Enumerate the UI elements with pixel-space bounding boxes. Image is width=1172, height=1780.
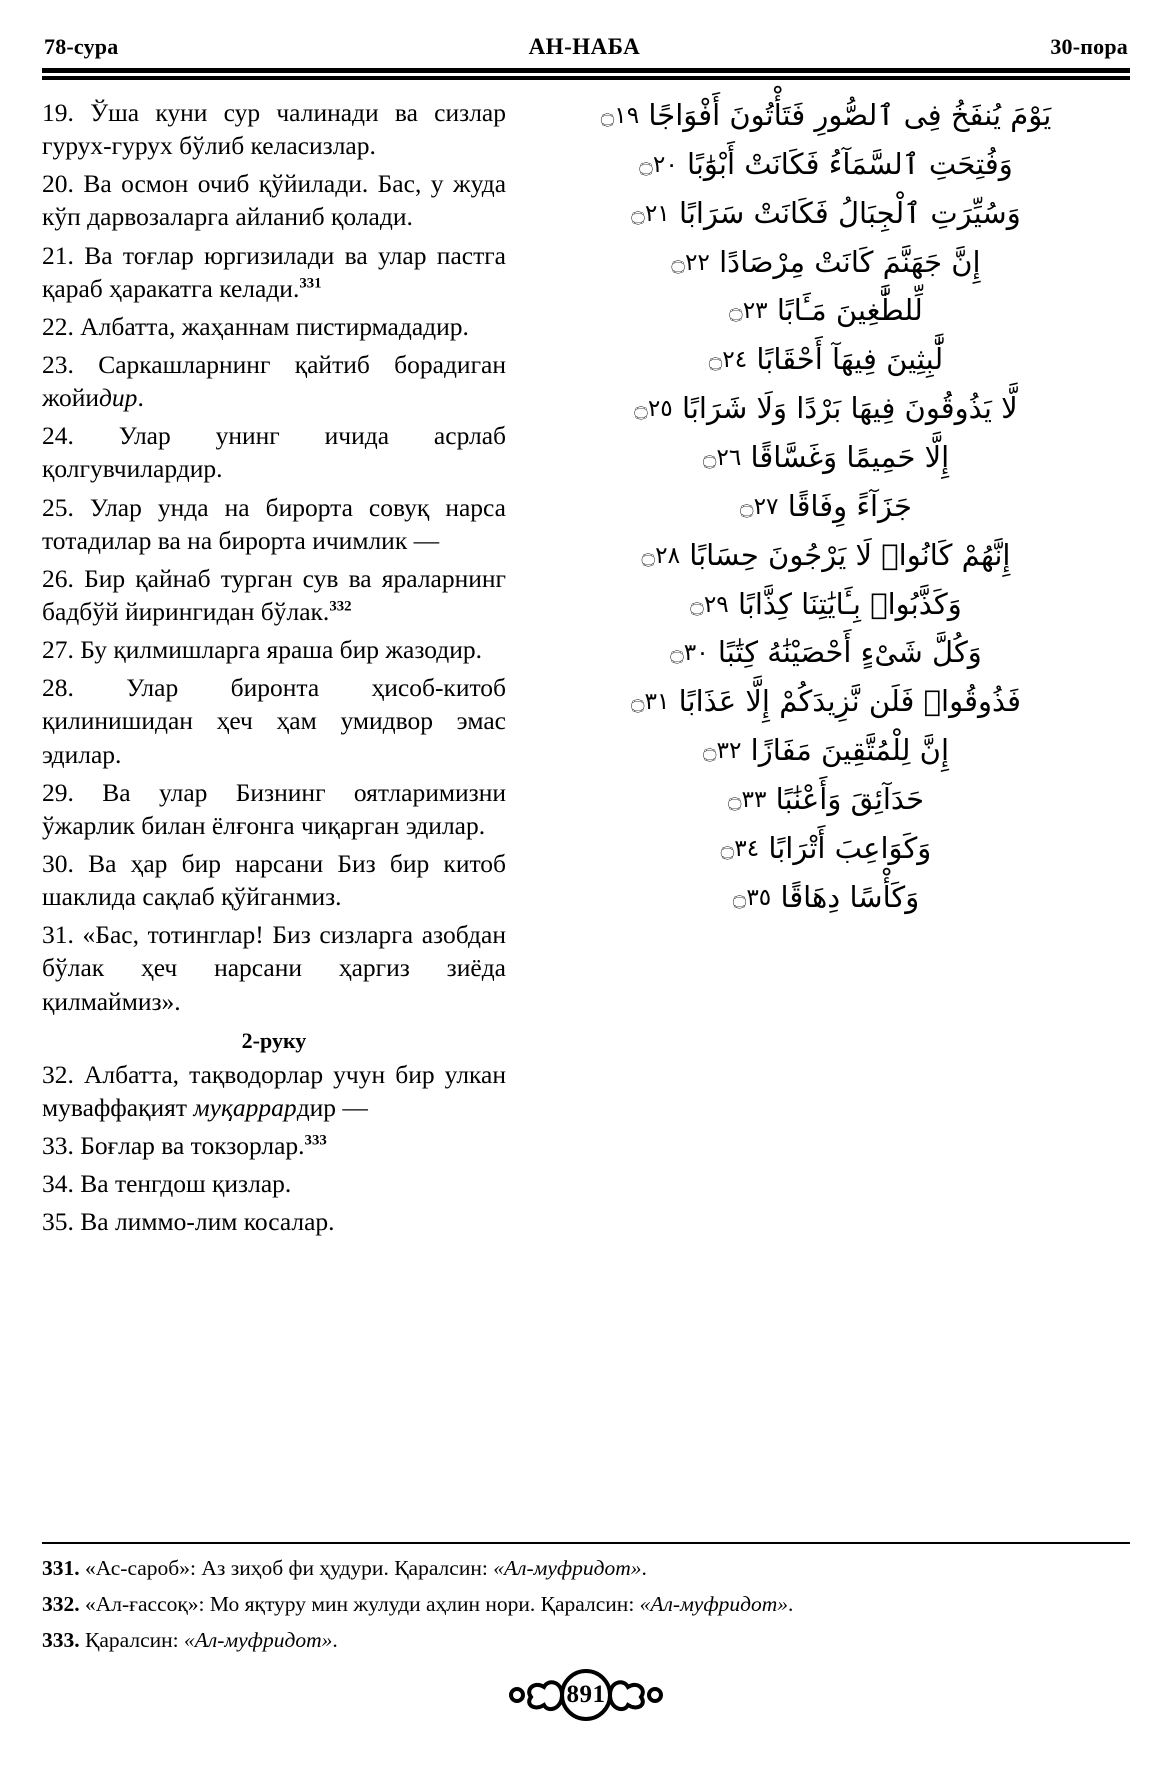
footnote-list: [42, 1553, 1130, 1655]
running-head: [42, 0, 1130, 64]
verse: [42, 1058, 506, 1124]
ayah-number-medallion: ۝٢٧: [740, 492, 779, 520]
ayah: [522, 389, 1130, 428]
verse-text: Ва ҳар бир нарсани Биз бир китоб шаклида сақлаб қўйганмиз.: [42, 848, 506, 912]
footnote-text: Қаралсин:: [85, 1628, 184, 1653]
verse: [42, 1167, 506, 1200]
verse: [42, 491, 506, 557]
verse: [42, 96, 506, 162]
ayah-number-medallion: ۝٣٤: [720, 834, 760, 862]
footnote-text: «Ал-ғассоқ»: Мо яқтуру мин жулуди аҳлин нори. Қаралсин:: [85, 1592, 640, 1617]
verse: [42, 776, 506, 842]
verse-emphasis: дир: [99, 383, 138, 413]
ayah-text: لَّا يَذُوقُونَ فِيهَا بَرْدًا وَلَا شَرَابًا ۝٢٥: [634, 391, 1018, 426]
ayah: [522, 780, 1130, 819]
ayah-text: حَدَآئِقَ وَأَعْنَٰبًا ۝٣٣: [727, 782, 925, 817]
verse-text: Ва тоғлар юргизилади ва улар пастга қараб ҳаракатга келади.: [42, 240, 506, 303]
ayah: [522, 243, 1130, 282]
ayah-text: فَذُوقُوا۟ فَلَن نَّزِيدَكُمْ إِلَّا عَذَابًا ۝٣١: [630, 684, 1022, 719]
ayah: [522, 633, 1130, 672]
ayah-text: لِّلطَّٰغِينَ مَـَٔابًا ۝٢٣: [729, 293, 923, 328]
footnote-source: «Ал-муфридот»: [493, 1556, 642, 1580]
ayah: [522, 731, 1130, 770]
footnote: [42, 1589, 1130, 1619]
ayah: [522, 438, 1130, 477]
folio-ornament: [491, 1667, 681, 1723]
ayah: [522, 96, 1130, 135]
ayah-number-medallion: ۝٢٠: [639, 150, 678, 178]
ayah-text: وَسُيِّرَتِ ٱلْجِبَالُ فَكَانَتْ سَرَابًا ۝٢١: [631, 195, 1021, 230]
ayah: [522, 145, 1130, 184]
verse-number: 32.: [42, 1059, 84, 1089]
verse-number: 30.: [42, 848, 89, 878]
footnote-source: «Ал-муфридот»: [184, 1628, 333, 1653]
ayah-text: إِلَّا حَمِيمًا وَغَسَّاقًا ۝٢٦: [702, 440, 950, 475]
verse: [42, 847, 506, 913]
verse: [42, 562, 506, 628]
ayah-number-medallion: ۝٢٨: [641, 541, 681, 569]
folio: [0, 1667, 1172, 1728]
verse-number: 27.: [42, 635, 81, 665]
ayah-text: وَكَأْسًا دِهَاقًا ۝٣٥: [732, 879, 920, 914]
ayah: [522, 682, 1130, 721]
ayah: [522, 291, 1130, 330]
verse-number: 23.: [42, 349, 99, 379]
ayah: [522, 536, 1130, 575]
verse-number: 19.: [42, 98, 91, 127]
ayah-number-medallion: ۝٢٦: [702, 444, 742, 472]
verse: [42, 1129, 506, 1162]
verse-text: Боғлар ва токзорлар.: [80, 1130, 305, 1160]
verse-text: Албатта, жаҳаннам пистирмададир.: [80, 311, 469, 341]
footnote-marker[interactable]: 333: [304, 1132, 327, 1149]
ayah-number-medallion: ۝٣٢: [702, 737, 742, 765]
running-head-juz: 30-пора: [1050, 34, 1128, 59]
ayah-number-medallion: ۝٢٤: [708, 346, 748, 374]
footnote-text-tail: .: [641, 1556, 647, 1580]
footnote-text-tail: .: [788, 1592, 794, 1617]
verse: [42, 348, 506, 414]
verse-text-tail: .: [137, 383, 144, 413]
verse-text: Бу қилмишларга яраша бир жазодир.: [80, 635, 482, 665]
footnote-number: 332.: [42, 1592, 85, 1617]
verse-text: Улар унда на бирорта совуқ нарса тотадилар ва на бирорта ичимлик —: [42, 492, 506, 555]
verse-number: 31.: [42, 920, 83, 950]
verse: [42, 167, 506, 233]
ayah-number-medallion: ۝٣١: [630, 688, 670, 716]
verse: [42, 918, 506, 1017]
footnote-marker[interactable]: 331: [299, 275, 322, 292]
verse-number: 25.: [42, 492, 90, 522]
verse: [42, 1205, 506, 1238]
page-body: [42, 96, 1130, 1536]
verse-text: Ва тенгдош қизлар.: [80, 1169, 292, 1199]
footnote-divider: [42, 1542, 1130, 1544]
ayah-text: لَّٰبِثِينَ فِيهَآ أَحْقَابًا ۝٢٤: [708, 342, 944, 377]
verse-text: Ва осмон очиб қўйилади. Бас, у жуда кўп дарвозаларга айланиб қолади.: [42, 169, 507, 232]
footnote: [42, 1553, 1130, 1583]
verse-text: Саркашларнинг қайтиб борадиган жойи: [42, 349, 506, 413]
verse: [42, 239, 506, 305]
verse-text: Ўша куни сур чалинади ва сизлар гурух-гурух бўлиб келасизлар.: [42, 98, 506, 161]
ayah: [522, 829, 1130, 868]
ayah-text: وَفُتِحَتِ ٱلسَّمَآءُ فَكَانَتْ أَبْوَٰبًا ۝٢٠: [639, 146, 1013, 181]
verse: [42, 633, 506, 666]
ayah-text: إِنَّ لِلْمُتَّقِينَ مَفَازًا ۝٣٢: [702, 733, 950, 768]
verse-text: Улар унинг ичида асрлаб қолгувчилардир.: [42, 421, 506, 484]
ayah-text: وَكَوَاعِبَ أَتْرَابًا ۝٣٤: [720, 830, 932, 865]
ayah-text: إِنَّ جَهَنَّمَ كَانَتْ مِرْصَادًا ۝٢٢: [671, 244, 981, 279]
footnote-number: 331.: [42, 1556, 85, 1580]
ayah-text: يَوْمَ يُنفَخُ فِى ٱلصُّورِ فَتَأْتُونَ أَفْوَاجًا ۝١٩: [600, 98, 1052, 132]
ayah-text: وَكَذَّبُوا۟ بِـَٔايَٰتِنَا كِذَّابًا ۝٢٩: [690, 586, 962, 621]
ayah-number-medallion: ۝١٩: [600, 102, 640, 129]
verse-emphasis: муқаррар: [193, 1092, 297, 1122]
verse-number: 20.: [42, 169, 84, 199]
verse-number: 28.: [42, 673, 127, 703]
ayah: [522, 340, 1130, 379]
running-head-sura: 78-сура: [44, 34, 119, 59]
ayah-number-medallion: ۝٢٥: [634, 395, 673, 423]
ayah-number-medallion: ۝٣٥: [732, 883, 772, 911]
ayah-number-medallion: ۝٢٩: [690, 590, 729, 618]
verse-number: 29.: [42, 777, 103, 807]
footnote-text-tail: .: [332, 1628, 338, 1653]
verse-text: Ва лиммо-лим косалар.: [80, 1207, 335, 1237]
verse-text: Бир қайнаб турган сув ва яраларнинг бадбўй йирингидан бўлак.: [42, 563, 507, 626]
verse: [42, 419, 506, 485]
ayah-text: وَكُلَّ شَىْءٍ أَحْصَيْنَٰهُ كِتَٰبًا ۝٣٠: [670, 635, 982, 670]
footnote-marker[interactable]: 332: [329, 598, 352, 615]
verse-text: «Бас, тотинглар! Биз сизларга азобдан бўлак ҳеч нарсани ҳаргиз зиёда қилмаймиз».: [42, 920, 506, 1016]
verse-number: 22.: [42, 311, 81, 341]
ayah-number-medallion: ۝٢٣: [729, 297, 768, 325]
footnote-text: «Ас-сароб»: Аз зиҳоб фи ҳудури. Қаралсин:: [85, 1556, 494, 1580]
translation-column: [42, 96, 512, 1536]
ayah: [522, 487, 1130, 526]
footnote: [42, 1625, 1130, 1655]
ayah: [522, 878, 1130, 917]
verse-text: Ва улар Бизнинг оятларимизни ўжарлик билан ёлғонга чиқарган эдилар.: [42, 777, 507, 840]
verse-text: Албатта, тақводорлар учун бир улкан муваффақият: [42, 1059, 507, 1122]
verse-number: 35.: [42, 1207, 81, 1237]
ayah-text: جَزَآءً وِفَاقًا ۝٢٧: [740, 488, 912, 523]
verse: [42, 310, 506, 343]
verse: [42, 671, 506, 770]
verse-number: 33.: [42, 1130, 81, 1160]
verse-text-tail: дир —: [296, 1092, 368, 1122]
verse-text: Улар биронта ҳисоб-китоб қилинишидан ҳеч ҳам умидвор эмас эдилар.: [42, 673, 506, 769]
footnote-number: 333.: [42, 1628, 85, 1653]
ayah-number-medallion: ۝٣٠: [670, 639, 709, 667]
ruku-heading: 2-руку: [241, 1027, 307, 1053]
ayah: [522, 585, 1130, 624]
ayah-number-medallion: ۝٢٢: [671, 248, 710, 276]
header-divider: [42, 68, 1130, 80]
running-head-title: АН-НАБА: [528, 34, 641, 59]
verse-number: 24.: [42, 421, 119, 451]
ayah-number-medallion: ۝٣٣: [727, 786, 767, 814]
footnote-source: «Ал-муфридот»: [639, 1592, 789, 1617]
verse-number: 21.: [42, 240, 85, 270]
page-number: 891: [566, 1681, 606, 1708]
ayah-text: إِنَّهُمْ كَانُوا۟ لَا يَرْجُونَ حِسَابًا ۝٢٨: [641, 537, 1011, 572]
arabic-column: [512, 96, 1130, 1536]
ayah-number-medallion: ۝٢١: [631, 199, 670, 227]
verse-number: 26.: [42, 563, 85, 593]
ayah: [522, 194, 1130, 233]
verse-number: 34.: [42, 1169, 81, 1199]
